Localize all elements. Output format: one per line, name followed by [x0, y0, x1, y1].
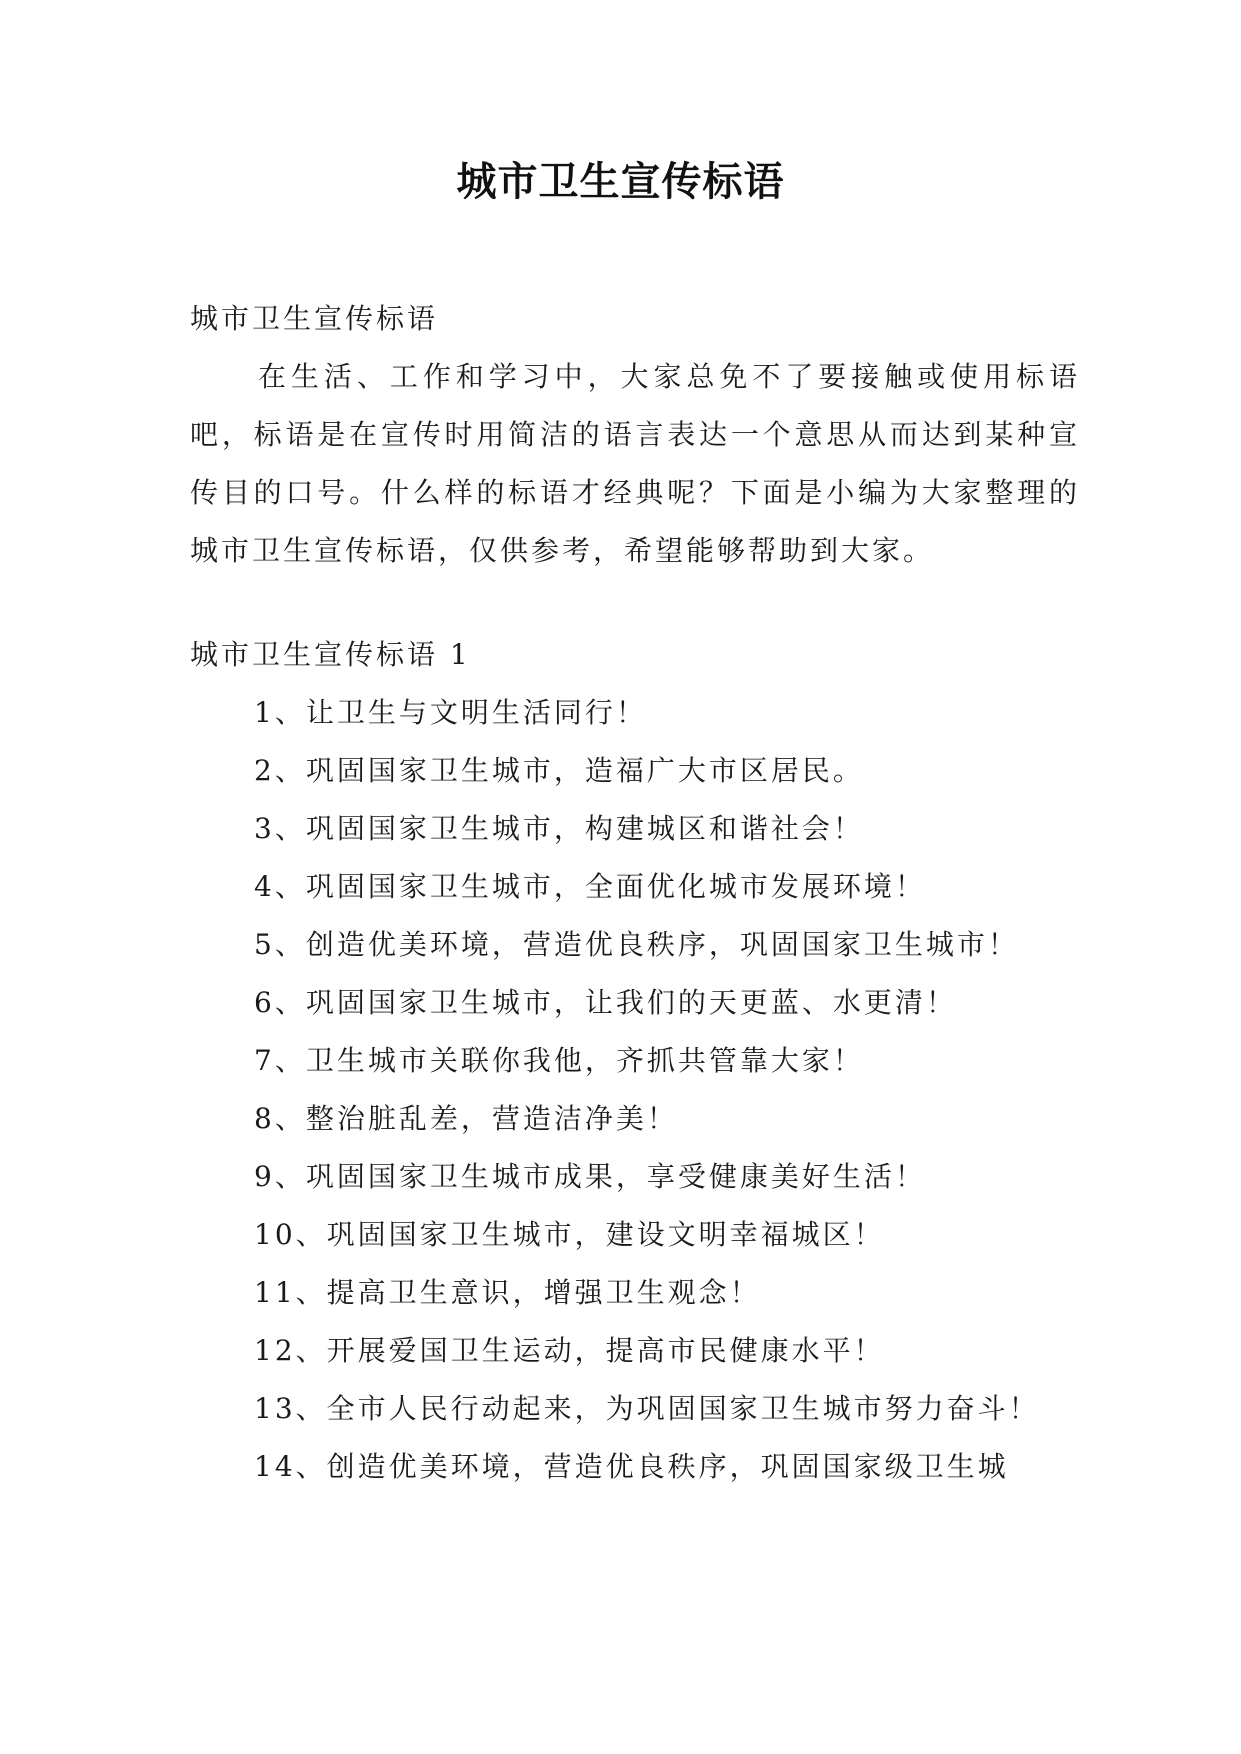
list-item: 9、巩固国家卫生城市成果，享受健康美好生活！: [254, 1160, 926, 1193]
list-item: 2、巩固国家卫生城市，造福广大市区居民。: [254, 754, 864, 787]
list-item: 13、全市人民行动起来，为巩固国家卫生城市努力奋斗！: [254, 1392, 1040, 1425]
list-item: 3、巩固国家卫生城市，构建城区和谐社会！: [254, 812, 864, 845]
section-heading-intro: 城市卫生宣传标语: [190, 302, 439, 335]
list-item: 6、巩固国家卫生城市，让我们的天更蓝、水更清！: [254, 986, 957, 1019]
intro-paragraph: 在生活、工作和学习中，大家总免不了要接触或使用标语吧，标语是在宣传时用简洁的语言表达一个意思从而达到某种宣传目的口号。什么样的标语才经典呢？下面是小编为大家整理的城市卫生宣传标语，仅供参考，希望能够帮助到大家。: [190, 360, 1080, 567]
list-item: 4、巩固国家卫生城市，全面优化城市发展环境！: [254, 870, 926, 903]
list-item: 11、提高卫生意识，增强卫生观念！: [254, 1276, 761, 1309]
list-item: 7、卫生城市关联你我他，齐抓共管靠大家！: [254, 1044, 864, 1077]
document-body: [190, 290, 1080, 1496]
slogan-list: [190, 684, 1080, 1496]
list-item: 14、创造优美环境，营造优良秩序，巩固国家级卫生城: [254, 1450, 1009, 1483]
list-item: 10、巩固国家卫生城市，建设文明幸福城区！: [254, 1218, 885, 1251]
section-spacer: [190, 580, 1080, 626]
list-item: 8、整治脏乱差，营造洁净美！: [254, 1102, 678, 1135]
list-item: 5、创造优美环境，营造优良秩序，巩固国家卫生城市！: [254, 928, 1019, 961]
list-item: 1、让卫生与文明生活同行！: [254, 696, 647, 729]
section-heading-slogans: 城市卫生宣传标语 1: [190, 638, 471, 671]
list-item: 12、开展爱国卫生运动，提高市民健康水平！: [254, 1334, 885, 1367]
document-title: 城市卫生宣传标语: [456, 158, 785, 205]
